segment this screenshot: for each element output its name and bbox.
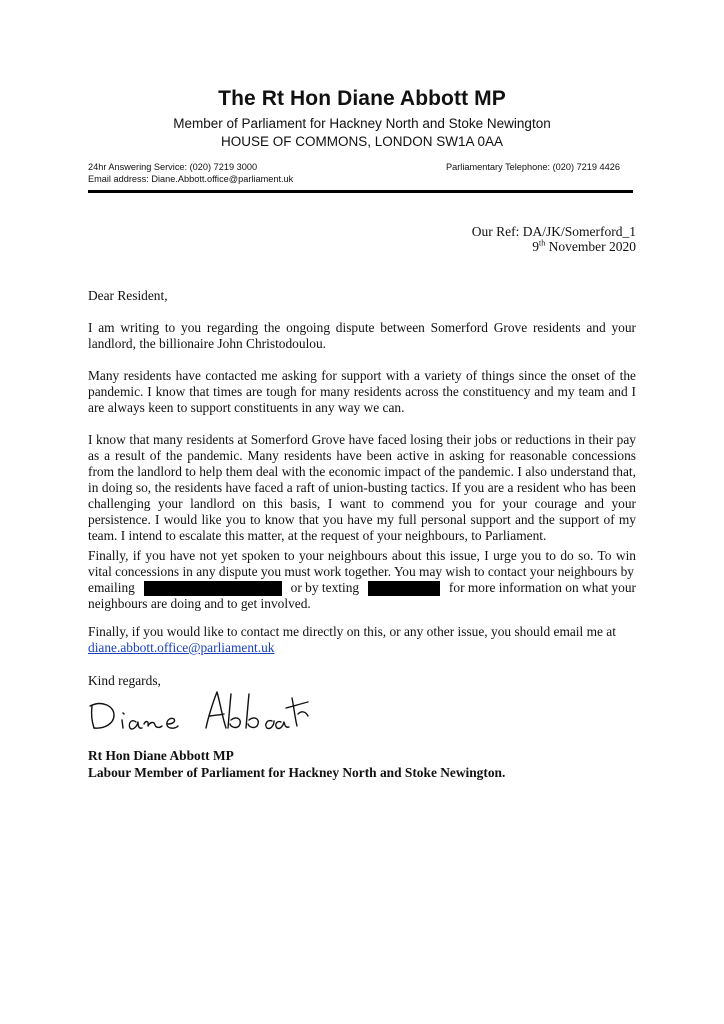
letterhead-subtitle: Member of Parliament for Hackney North and Stoke Newington — [173, 116, 551, 131]
or-texting-text: or by texting — [290, 580, 360, 595]
header-divider — [88, 190, 633, 193]
paragraph-5 — [88, 624, 636, 656]
redacted-phone — [368, 581, 440, 596]
date-day: 9 — [532, 239, 540, 254]
letterhead-address: HOUSE OF COMMONS, LONDON SW1A 0AA — [220, 134, 504, 149]
closing: Kind regards, — [88, 673, 161, 688]
date-suffix: th — [539, 238, 546, 248]
paragraph-4-start: Finally, if you have not yet spoken to your neighbours about this issue, I urge you to do so. To win vital concessions in any dispute you must work together. You may wish to contact your neighbours by — [88, 548, 636, 579]
our-reference: Our Ref: DA/JK/Somerford_1 — [471, 224, 636, 239]
paragraph-3: I know that many residents at Somerford Grove have faced losing their jobs or reductions in their pay as a result of the pandemic. Many residents have been active in asking for reasonable concessions from the landlord to help them deal with the economic impact of the pandemic. I also understand that, in doing so, the residents have faced a raft of union-busting tactics. If you are a resident who has been challenging your landlord on this basis, I want to commend you for your courage and your persistence. I would like you to know that you have my full personal support and the support of my team. I intend to escalate this matter, at the request of your neighbours, to Parliament. — [88, 432, 636, 543]
paragraph-4-end: neighbours are doing and to get involved. — [88, 596, 311, 611]
handwritten-signature — [88, 684, 328, 734]
paragraph-5-text: Finally, if you would like to contact me directly on this, or any other issue, you should email me at — [88, 624, 616, 639]
paragraph-1: I am writing to you regarding the ongoing dispute between Somerford Grove residents and your landlord, the billionaire John Christodoulou. — [88, 320, 636, 351]
paragraph-4 — [88, 548, 636, 612]
answering-service: 24hr Answering Service: (020) 7219 3000 — [88, 162, 258, 172]
signatory-title: Labour Member of Parliament for Hackney North and Stoke Newington. — [88, 765, 506, 780]
paragraph-2: Many residents have contacted me asking for support with a variety of things since the onset of the pandemic. I know that times are tough for many residents across the constituency and my team and I are always keen to support constituents in any way we can. — [88, 368, 636, 415]
emailing-text: emailing — [88, 580, 135, 595]
letterhead-name: The Rt Hon Diane Abbott MP — [218, 87, 506, 110]
signatory-name: Rt Hon Diane Abbott MP — [88, 748, 234, 763]
date-month-year: November 2020 — [545, 239, 636, 254]
salutation: Dear Resident, — [88, 288, 168, 303]
email-address-line: Email address: Diane.Abbott.office@parliament.uk — [88, 174, 294, 184]
more-info-text: for more information on what your — [448, 580, 636, 595]
letter-date — [532, 239, 636, 255]
contact-email-link[interactable]: diane.abbott.office@parliament.uk — [88, 640, 275, 655]
paragraph-4-contact-line — [88, 580, 636, 596]
parliamentary-telephone: Parliamentary Telephone: (020) 7219 4426 — [446, 162, 621, 172]
redacted-email — [144, 581, 282, 596]
